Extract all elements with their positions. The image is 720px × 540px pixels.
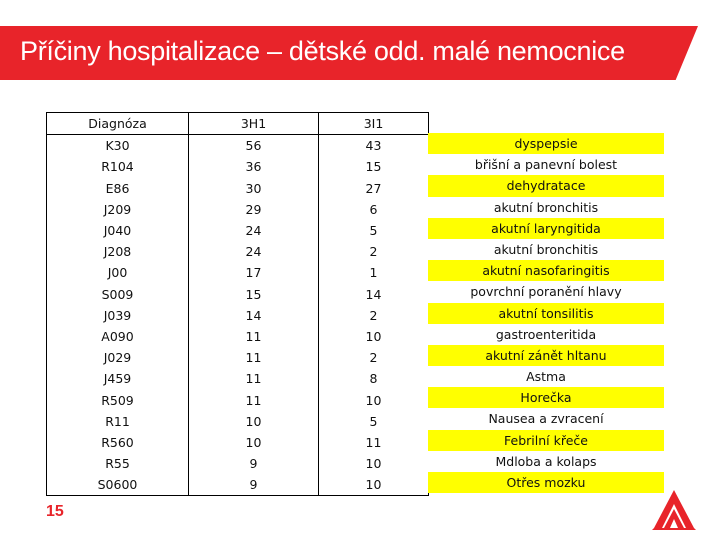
logo-icon bbox=[650, 488, 698, 530]
cell-3h1: 11 bbox=[189, 368, 319, 389]
description-item: akutní laryngitida bbox=[428, 218, 664, 239]
cell-diagnosis: A090 bbox=[47, 326, 189, 347]
cell-diagnosis: S009 bbox=[47, 284, 189, 305]
description-item: Horečka bbox=[428, 387, 664, 408]
table-row bbox=[47, 389, 429, 410]
table-header-row bbox=[47, 113, 429, 135]
cell-3i1: 8 bbox=[319, 368, 429, 389]
cell-3h1: 17 bbox=[189, 262, 319, 283]
description-item: břišní a panevní bolest bbox=[428, 154, 664, 175]
cell-3i1: 15 bbox=[319, 156, 429, 177]
cell-3h1: 10 bbox=[189, 411, 319, 432]
cell-3i1: 10 bbox=[319, 326, 429, 347]
page-number: 15 bbox=[46, 503, 64, 520]
description-item: Otřes mozku bbox=[428, 472, 664, 493]
description-item: Astma bbox=[428, 366, 664, 387]
cell-3h1: 10 bbox=[189, 432, 319, 453]
cell-diagnosis: R11 bbox=[47, 411, 189, 432]
table-row bbox=[47, 432, 429, 453]
description-item: povrchní poranění hlavy bbox=[428, 281, 664, 302]
cell-diagnosis: R104 bbox=[47, 156, 189, 177]
cell-diagnosis: S0600 bbox=[47, 474, 189, 496]
table-row bbox=[47, 411, 429, 432]
cell-3i1: 1 bbox=[319, 262, 429, 283]
cell-3h1: 9 bbox=[189, 474, 319, 496]
cell-3i1: 11 bbox=[319, 432, 429, 453]
table-row bbox=[47, 156, 429, 177]
description-item: akutní bronchitis bbox=[428, 239, 664, 260]
cell-diagnosis: J209 bbox=[47, 199, 189, 220]
cell-diagnosis: R560 bbox=[47, 432, 189, 453]
cell-3i1: 43 bbox=[319, 135, 429, 157]
description-item: akutní bronchitis bbox=[428, 197, 664, 218]
description-item: Nausea a zvracení bbox=[428, 408, 664, 429]
cell-diagnosis: J00 bbox=[47, 262, 189, 283]
table-row bbox=[47, 347, 429, 368]
header-3h1: 3H1 bbox=[189, 113, 319, 135]
table-row bbox=[47, 199, 429, 220]
cell-diagnosis: R509 bbox=[47, 389, 189, 410]
table-row bbox=[47, 284, 429, 305]
header-diagnosis: Diagnóza bbox=[47, 113, 189, 135]
cell-diagnosis: J208 bbox=[47, 241, 189, 262]
description-item: dehydratace bbox=[428, 175, 664, 196]
description-column bbox=[428, 133, 664, 493]
cell-diagnosis: J040 bbox=[47, 220, 189, 241]
cell-3h1: 36 bbox=[189, 156, 319, 177]
cell-3h1: 15 bbox=[189, 284, 319, 305]
cell-3h1: 11 bbox=[189, 326, 319, 347]
cell-3i1: 2 bbox=[319, 347, 429, 368]
table-row bbox=[47, 262, 429, 283]
cell-3i1: 5 bbox=[319, 411, 429, 432]
cell-3i1: 10 bbox=[319, 474, 429, 496]
cell-3h1: 24 bbox=[189, 241, 319, 262]
description-item: gastroenteritida bbox=[428, 324, 664, 345]
cell-3h1: 56 bbox=[189, 135, 319, 157]
table-row bbox=[47, 474, 429, 496]
cell-diagnosis: J029 bbox=[47, 347, 189, 368]
description-item: dyspepsie bbox=[428, 133, 664, 154]
cell-3h1: 24 bbox=[189, 220, 319, 241]
table-row bbox=[47, 178, 429, 199]
cell-3h1: 11 bbox=[189, 389, 319, 410]
table-row bbox=[47, 326, 429, 347]
table-row bbox=[47, 135, 429, 157]
cell-3i1: 14 bbox=[319, 284, 429, 305]
cell-3i1: 27 bbox=[319, 178, 429, 199]
cell-diagnosis: K30 bbox=[47, 135, 189, 157]
cell-3h1: 14 bbox=[189, 305, 319, 326]
cell-3i1: 6 bbox=[319, 199, 429, 220]
description-item: akutní nasofaringitis bbox=[428, 260, 664, 281]
cell-3h1: 9 bbox=[189, 453, 319, 474]
cell-3h1: 30 bbox=[189, 178, 319, 199]
table-row bbox=[47, 453, 429, 474]
table-row bbox=[47, 220, 429, 241]
cell-3i1: 10 bbox=[319, 453, 429, 474]
header-3i1: 3I1 bbox=[319, 113, 429, 135]
diagnosis-table bbox=[46, 112, 429, 496]
description-item: Mdloba a kolaps bbox=[428, 451, 664, 472]
table-row bbox=[47, 368, 429, 389]
table-row bbox=[47, 305, 429, 326]
table-row bbox=[47, 241, 429, 262]
cell-diagnosis: J459 bbox=[47, 368, 189, 389]
cell-3i1: 5 bbox=[319, 220, 429, 241]
cell-3i1: 2 bbox=[319, 241, 429, 262]
description-item: akutní tonsilitis bbox=[428, 303, 664, 324]
cell-3h1: 29 bbox=[189, 199, 319, 220]
cell-3h1: 11 bbox=[189, 347, 319, 368]
cell-diagnosis: R55 bbox=[47, 453, 189, 474]
cell-diagnosis: E86 bbox=[47, 178, 189, 199]
slide-title: Příčiny hospitalizace – dětské odd. malé nemocnice bbox=[20, 36, 625, 66]
cell-diagnosis: J039 bbox=[47, 305, 189, 326]
description-item: akutní zánět hltanu bbox=[428, 345, 664, 366]
cell-3i1: 2 bbox=[319, 305, 429, 326]
description-item: Febrilní křeče bbox=[428, 430, 664, 451]
cell-3i1: 10 bbox=[319, 389, 429, 410]
